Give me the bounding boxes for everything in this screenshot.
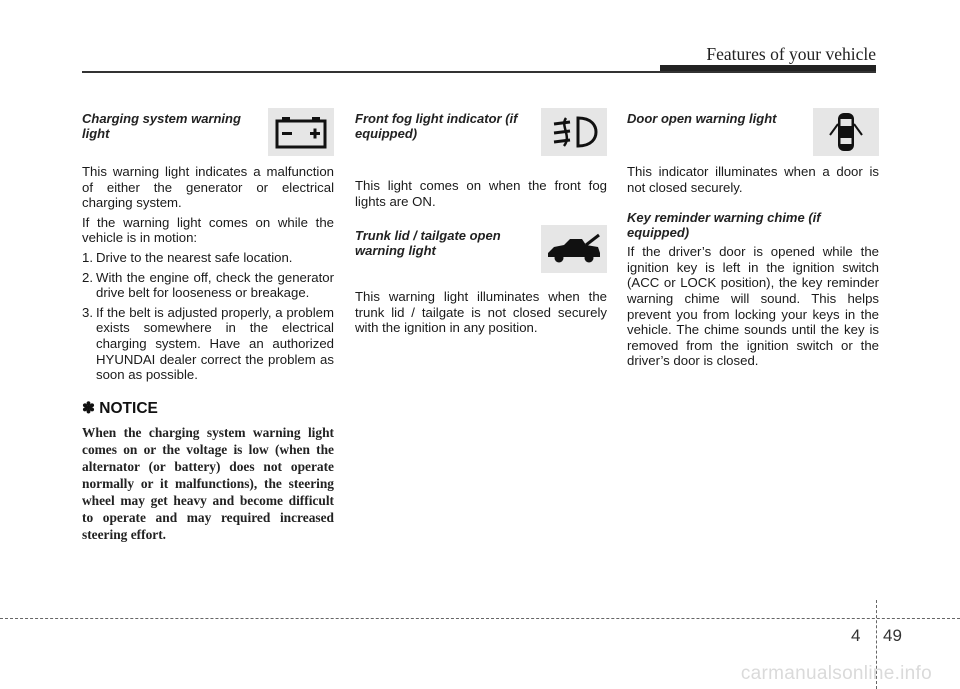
notice-body: When the charging system warning light comes on or the voltage is low (when the alternator (or battery) does not operate normally or it malfunctions), the steering wheel may get heavy and become difficult to operate and may required increased steering effort.	[82, 424, 334, 542]
charging-system-if-on: If the warning light comes on while the vehicle is in motion:	[82, 214, 334, 246]
trunk-open-heading: Trunk lid / tailgate open warning light	[355, 228, 501, 258]
charging-system-heading: Charging system warning light	[82, 111, 241, 141]
watermark: carmanualsonline.info	[740, 663, 932, 684]
door-open-body: This indicator illuminates when a door is not closed securely.	[627, 164, 879, 195]
page-header-title: Features of your vehicle	[706, 44, 876, 64]
key-reminder-body: If the driver’s door is opened while the ignition key is left in the ignition switch (ACC or LOCK position), the key reminder warning chime will sound. This helps prevent you from locking your keys in the vehicle. The chime sounds until the key is removed from the ignition switch or the driver’s door is closed.	[627, 244, 879, 369]
fog-light-heading: Front fog light indicator (if equipped)	[355, 111, 518, 141]
battery-icon	[268, 108, 334, 156]
list-item: 1. Drive to the nearest safe location.	[82, 249, 293, 265]
charging-system-intro: This warning light indicates a malfunction of either the generator or electrical charging system.	[82, 164, 334, 211]
door-open-icon	[813, 108, 879, 156]
door-and-chime-section	[627, 108, 879, 369]
key-reminder-heading: Key reminder warning chime (if equipped)	[627, 210, 821, 240]
header-thin-rule	[82, 71, 876, 73]
footer-divider	[0, 618, 960, 619]
trunk-open-body: This warning light illuminates when the trunk lid / tailgate is not closed securely with the ignition in any position.	[355, 289, 607, 336]
door-open-heading: Door open warning light	[627, 111, 777, 126]
front-fog-light-icon	[541, 108, 607, 156]
charging-system-steps	[82, 250, 334, 383]
trunk-open-icon	[541, 225, 607, 273]
list-item: 2. With the engine off, check the generator drive belt for looseness or breakage.	[82, 269, 334, 301]
notice-title: ✽ NOTICE	[82, 399, 158, 417]
charging-system-section	[82, 108, 334, 543]
fog-light-body: This light comes on when the front fog lights are ON.	[355, 178, 607, 209]
indicator-lights-section	[355, 108, 607, 336]
chapter-number: 4	[851, 626, 861, 645]
page-number: 49	[883, 626, 902, 645]
list-item: 3. If the belt is adjusted properly, a problem exists somewhere in the electrical charging system. Have an authorized HYUNDAI dealer correct the problem as soon as possible.	[82, 304, 334, 383]
